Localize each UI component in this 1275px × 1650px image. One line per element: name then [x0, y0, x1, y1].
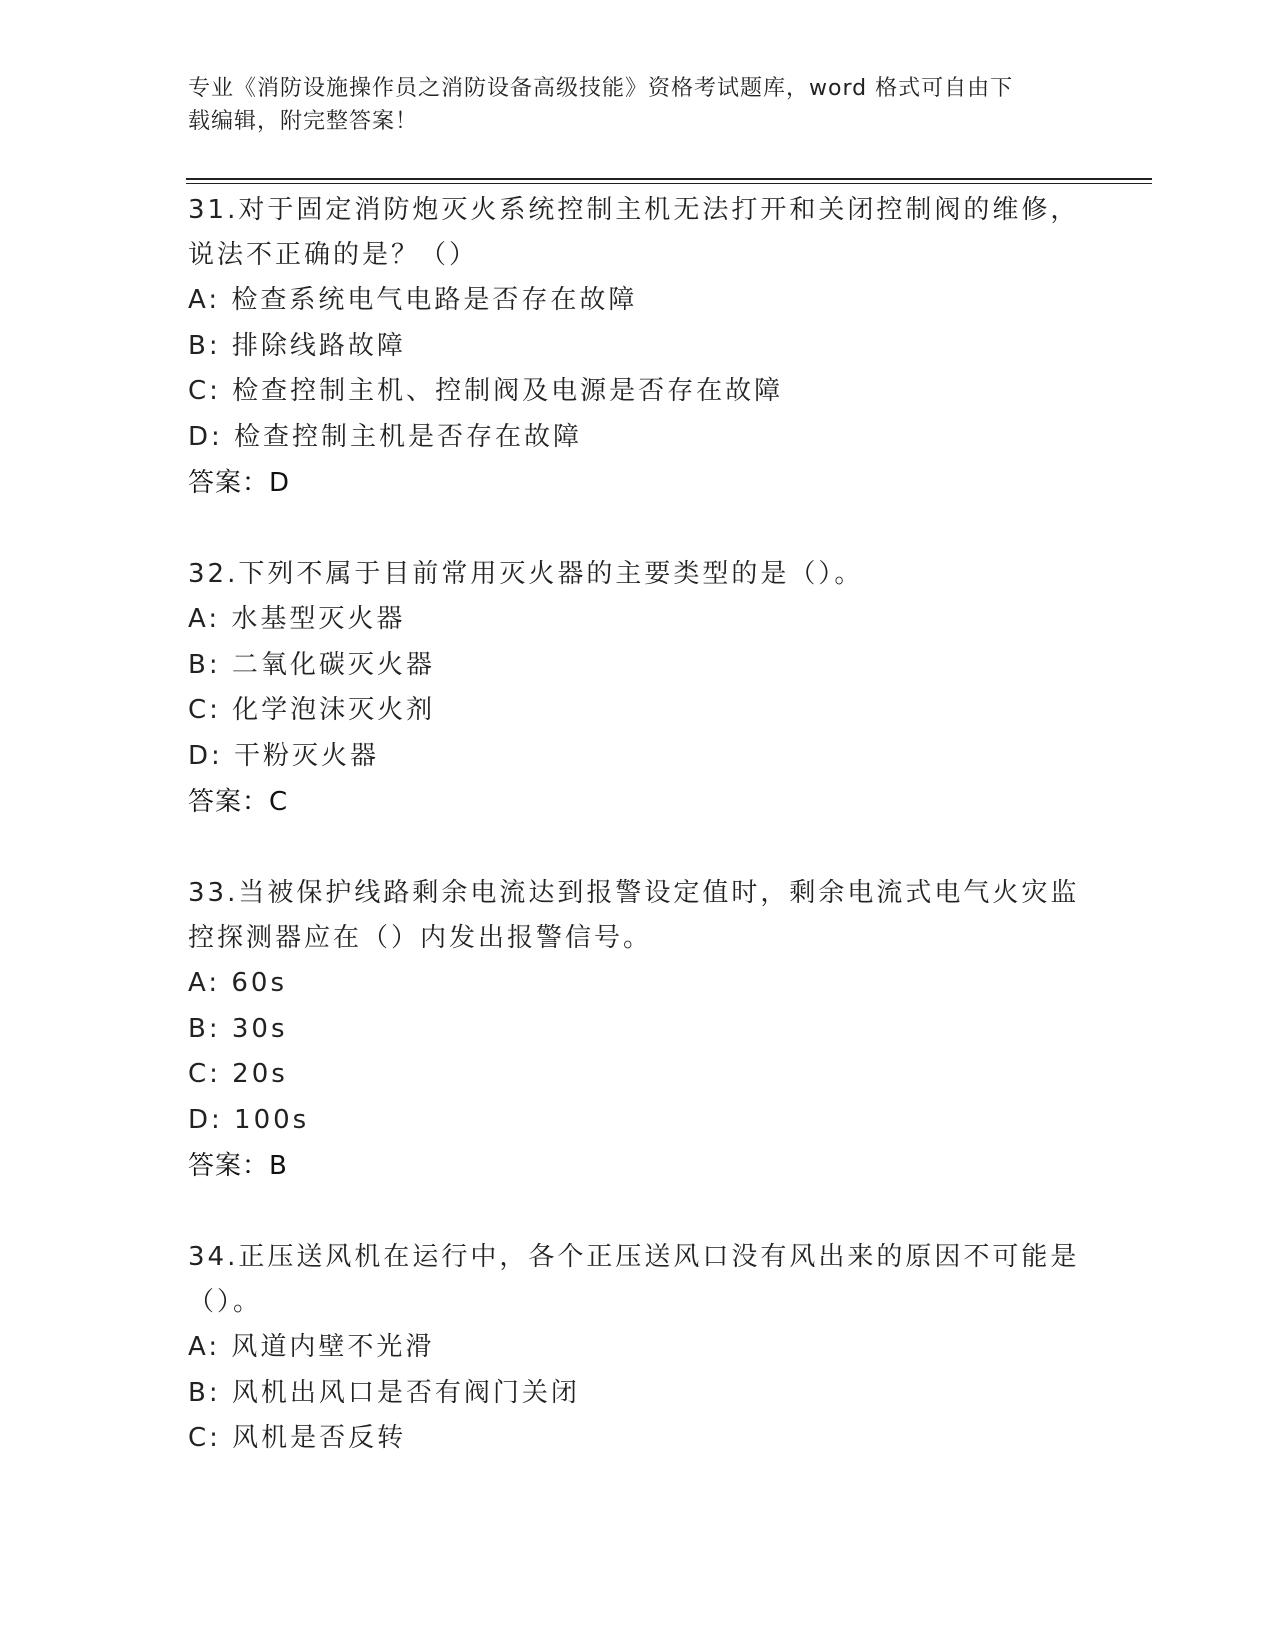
answer-text: 答案：C: [188, 787, 289, 817]
answer-text: 答案：D: [188, 468, 291, 498]
answer-text: 答案：B: [188, 1151, 288, 1181]
header-rule-thin: [186, 183, 1152, 184]
option-a: A: 风道内壁不光滑: [188, 1332, 435, 1362]
stem-line: 说法不正确的是？（）: [188, 240, 479, 270]
option-c: C: 20s: [188, 1059, 288, 1089]
option-c: C: 检查控制主机、控制阀及电源是否存在故障: [188, 376, 784, 406]
option-a: A: 60s: [188, 968, 287, 998]
question-stem: [188, 188, 1088, 278]
stem-line: 31.对于固定消防炮灭火系统控制主机无法打开和关闭控制阀的维修，: [188, 195, 1080, 225]
option-b: B: 排除线路故障: [188, 330, 406, 361]
stem-line: 控探测器应在（）内发出报警信号。: [188, 923, 653, 953]
option-d: D: 检查控制主机是否存在故障: [188, 421, 583, 452]
option-b: B: 二氧化碳灭火器: [188, 649, 435, 680]
option-d: D: 干粉灭火器: [188, 740, 380, 771]
stem-line: 32.下列不属于目前常用灭火器的主要类型的是（）。: [188, 559, 864, 589]
stem-line: 34.正压送风机在运行中，各个正压送风口没有风出来的原因不可能是: [188, 1242, 1080, 1272]
option-b: B: 30s: [188, 1013, 288, 1044]
question-31: [188, 188, 1088, 506]
question-34: [188, 1235, 1088, 1462]
question-stem: [188, 871, 1088, 961]
question-33: [188, 871, 1088, 1189]
header-rule-thick: [186, 178, 1152, 180]
option-c: C: 风机是否反转: [188, 1423, 407, 1453]
option-a: A: 检查系统电气电路是否存在故障: [188, 285, 638, 315]
question-32: [188, 552, 1088, 825]
stem-line: 33.当被保护线路剩余电流达到报警设定值时，剩余电流式电气火灾监: [188, 878, 1080, 908]
stem-line: （）。: [188, 1287, 263, 1317]
page-header: [188, 72, 1088, 138]
question-stem: [188, 1235, 1088, 1325]
question-stem: [188, 552, 1088, 597]
option-a: A: 水基型灭火器: [188, 604, 406, 634]
header-line-1: 专业《消防设施操作员之消防设备高级技能》资格考试题库，word 格式可自由下: [188, 76, 1014, 101]
option-c: C: 化学泡沫灭火剂: [188, 695, 436, 725]
option-b: B: 风机出风口是否有阀门关闭: [188, 1377, 580, 1408]
option-d: D: 100s: [188, 1104, 310, 1135]
question-list: [188, 188, 1088, 1508]
header-line-2: 载编辑，附完整答案！: [188, 109, 419, 134]
